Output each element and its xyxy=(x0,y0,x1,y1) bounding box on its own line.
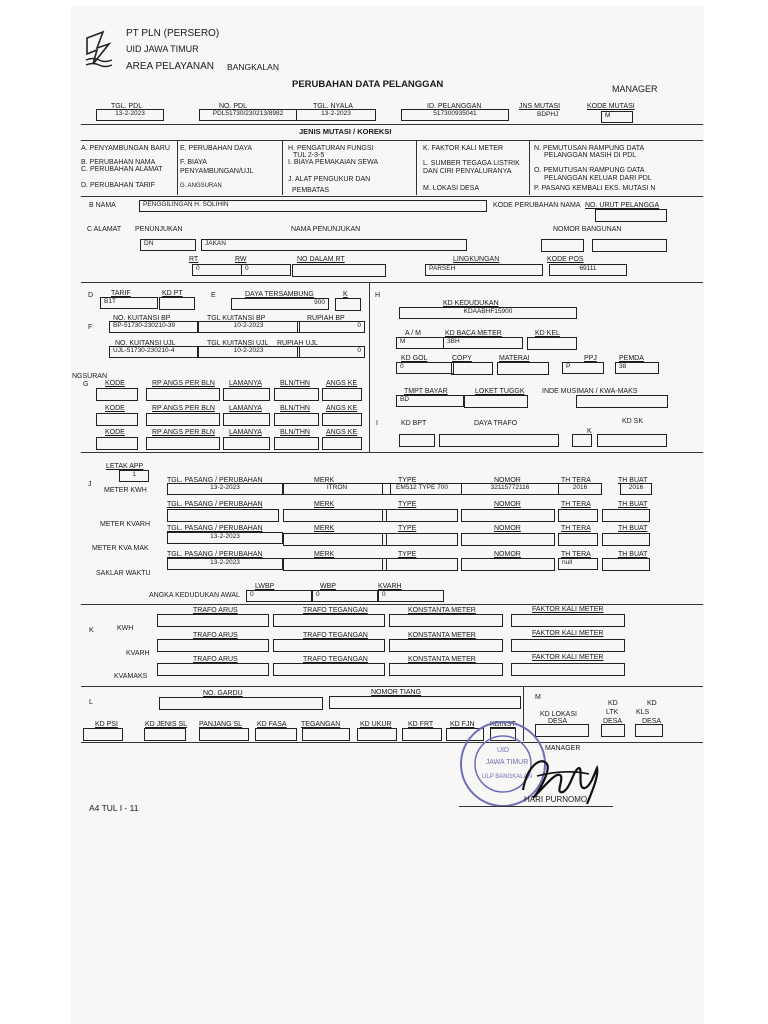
type-saklar-label: TYPE xyxy=(398,551,417,558)
kd-fasa-field[interactable] xyxy=(255,728,297,741)
angs-kode-2[interactable] xyxy=(96,413,138,426)
mutasi-p: P. PASANG KEMBALI EKS. MUTASI N xyxy=(534,185,656,192)
mutasi-c: C. PERUBAHAN ALAMAT xyxy=(81,166,163,173)
no-gardu-field[interactable] xyxy=(159,697,323,710)
meter-kwh-tgl[interactable]: 13-2-2023 xyxy=(167,483,283,495)
mutasi-m: M. LOKASI DESA xyxy=(423,185,480,192)
mutasi-n: N. PEMUTUSAN RAMPUNG DATA xyxy=(534,145,645,152)
no-urut-field[interactable] xyxy=(595,209,667,222)
angs-blnthn-1[interactable] xyxy=(274,388,319,401)
rt-field[interactable]: 0 xyxy=(192,264,242,276)
merk-kvamak-label: MERK xyxy=(314,525,335,532)
meter-kvarh-nomor[interactable] xyxy=(461,509,555,522)
nomor-tiang-label: NOMOR TIANG xyxy=(371,689,422,696)
meter-kvarh-buat[interactable] xyxy=(602,509,650,522)
sign-name: HARI PURNOMO xyxy=(524,795,588,804)
no-kuitansi-bp-label: NO. KUITANSI BP xyxy=(113,315,171,322)
tgl-kuitansi-ujl-field[interactable]: 10-2-2023 xyxy=(197,346,300,358)
ppj-field[interactable]: P xyxy=(562,362,604,374)
angs-rp-1[interactable] xyxy=(146,388,220,401)
stamp-text-ulp: ULP BANGKALAN xyxy=(482,774,532,780)
section-g-letter: G xyxy=(83,381,89,388)
mutasi-g: G. ANGSURAN xyxy=(180,183,222,189)
kd-pt-field[interactable] xyxy=(159,297,195,310)
materai-label: MATERAI xyxy=(499,355,530,362)
tgl-nyala-label: TGL. NYALA xyxy=(313,103,353,110)
type-kwh-label: TYPE xyxy=(398,477,417,484)
merk-kvarh-label: MERK xyxy=(314,501,335,508)
section-m-letter: M xyxy=(535,694,541,701)
loket-field[interactable] xyxy=(464,395,528,408)
saklar-buat[interactable] xyxy=(602,558,650,571)
rw-label: RW xyxy=(235,256,247,263)
mutasi-o2: PELANGGAN KELUAR DARI PDL xyxy=(544,175,652,182)
tmpt-bayar-label: TMPT BAYAR xyxy=(404,388,448,395)
mutasi-j: J. ALAT PENGUKUR DAN xyxy=(288,176,371,183)
angs-blnthn-3-label: BLN/THN xyxy=(280,429,310,436)
meter-kwh-type[interactable]: EM512 TYPE 700 xyxy=(382,483,462,495)
trafo-tegangan-2-label: TRAFO TEGANGAN xyxy=(303,632,368,639)
mutasi-h: H. PENGATURAN FUNGSI xyxy=(288,145,374,152)
trafo-arus-3-label: TRAFO ARUS xyxy=(193,656,238,663)
saklar-waktu-label: SAKLAR WAKTU xyxy=(96,570,151,577)
kvarh-awal-field[interactable]: 0 xyxy=(378,590,444,602)
kd-kedudukan-field[interactable]: KDAABHF15900 xyxy=(399,307,577,319)
nama-field[interactable]: PENGGILINGAN H. SOLIHIN xyxy=(139,200,487,212)
kd-kls-field[interactable] xyxy=(635,724,663,737)
nomor-kwh-label: NOMOR xyxy=(494,477,521,484)
kd-bpt-field[interactable] xyxy=(399,434,435,447)
faktor-kvamaks[interactable] xyxy=(511,663,625,676)
mutasi-l: L. SUMBER TEGAGA LISTRIK xyxy=(423,160,520,167)
meter-kvamak-merk[interactable] xyxy=(283,533,387,546)
angs-lama-1[interactable] xyxy=(223,388,270,401)
kd-lokasi-label: KD LOKASI xyxy=(540,711,577,718)
meter-kvamak-type[interactable] xyxy=(382,533,458,546)
kd-bpt-label: KD BPT xyxy=(401,420,427,427)
kd-kel-label: KD KEL xyxy=(535,330,560,337)
tgl-pdl-label: TGL. PDL xyxy=(111,103,143,110)
kvarh-awal-label: KVARH xyxy=(378,583,402,590)
daya-field[interactable]: 900 xyxy=(231,298,329,310)
id-pelanggan-label: ID. PELANGGAN xyxy=(427,103,482,110)
wbp-field[interactable]: 0 xyxy=(312,590,378,602)
tegangan-field[interactable] xyxy=(302,728,350,741)
meter-kvarh-tera[interactable] xyxy=(558,509,598,522)
kd-sk-field-2[interactable] xyxy=(597,434,667,447)
angs-kode-1-label: KODE xyxy=(105,380,125,387)
kwh-label: KWH xyxy=(117,625,134,632)
meter-kwh-tera[interactable]: 2016 xyxy=(558,483,602,495)
type-kvamak-label: TYPE xyxy=(398,525,417,532)
kd-pt-label: KD PT xyxy=(162,290,183,297)
trafo-arus-kwh[interactable] xyxy=(157,614,269,627)
lwbp-field[interactable]: 0 xyxy=(246,590,312,602)
angs-ke-3[interactable] xyxy=(322,437,362,450)
lingkungan-field[interactable]: PARSEH xyxy=(425,264,543,276)
saklar-tgl[interactable]: 13-2-2023 xyxy=(167,558,283,570)
mutasi-d: D. PERUBAHAN TARIF xyxy=(81,182,156,189)
rupiah-ujl-label: RUPIAH UJL xyxy=(277,340,318,347)
mutasi-l2: DAN CIRI PENYALURANYA xyxy=(423,168,512,175)
inde-musiman-label: INDE MUSIMAN / KWA-MAKS xyxy=(542,388,638,395)
section-i-letter: I xyxy=(376,420,378,427)
jns-mutasi-label: JNS MUTASI xyxy=(519,103,561,110)
daya-trafo-field[interactable] xyxy=(439,434,559,447)
rupiah-ujl-field[interactable]: 0 xyxy=(297,346,365,358)
no-dalam-rt-label: NO DALAM RT xyxy=(297,256,345,263)
mutasi-e: E. PERUBAHAN DAYA xyxy=(180,145,253,152)
stamp-text-jatim: JAWA TIMUR xyxy=(485,759,529,766)
kd-ltk-label-3: DESA xyxy=(603,718,623,725)
kode-mutasi-label: KODE MUTASI xyxy=(587,103,635,110)
kd-ukur-label: KD UKUR xyxy=(360,721,392,728)
k-label: K xyxy=(343,291,348,298)
section-f-letter: F xyxy=(88,324,93,331)
kd-ltk-label-1: KD xyxy=(608,700,618,707)
th-tera-kvarh-label: TH TERA xyxy=(561,501,591,508)
faktor-1-label: FAKTOR KALI METER xyxy=(532,606,604,613)
nomor-tiang-field[interactable] xyxy=(329,696,521,709)
k-field[interactable] xyxy=(335,298,361,311)
nomor-kvamak-label: NOMOR xyxy=(494,525,521,532)
tgl-pasang-kvamak-label: TGL. PASANG / PERUBAHAN xyxy=(167,525,263,532)
tgl-pasang-saklar-label: TGL. PASANG / PERUBAHAN xyxy=(167,551,263,558)
pemda-label: PEMDA xyxy=(619,355,644,362)
mutasi-b: B. PERUBAHAN NAMA xyxy=(81,159,156,166)
kd-fasa-label: KD FASA xyxy=(257,721,287,728)
rt-label: RT xyxy=(189,256,199,263)
th-tera-kwh-label: TH TERA xyxy=(561,477,591,484)
jenis-mutasi-title: JENIS MUTASI / KOREKSI xyxy=(299,127,392,136)
meter-kvarh-tgl[interactable] xyxy=(167,509,279,522)
kdinst-label: KDINST xyxy=(490,721,516,728)
trafo-arus-2-label: TRAFO ARUS xyxy=(193,632,238,639)
kd-gol-field[interactable]: 0 xyxy=(396,362,454,374)
section-l-letter: L xyxy=(89,699,93,706)
konstanta-1-label: KONSTANTA METER xyxy=(408,607,476,614)
no-kuitansi-bp-field[interactable]: BP-51730-230210-39 xyxy=(109,321,199,333)
kd-kel-field[interactable] xyxy=(527,337,577,350)
ppj-label: PPJ xyxy=(584,355,597,362)
faktor-kvarh[interactable] xyxy=(511,639,625,652)
tgl-pasang-kwh-label: TGL. PASANG / PERUBAHAN xyxy=(167,477,263,484)
unit-name: UID JAWA TIMUR xyxy=(126,44,199,54)
kvarh-label: KVARH xyxy=(126,650,150,657)
faktor-2-label: FAKTOR KALI METER xyxy=(532,630,604,637)
kd-kls-label-2: KLS xyxy=(636,709,650,716)
copy-field[interactable] xyxy=(451,362,493,375)
kd-sk-k-label: K xyxy=(587,428,592,435)
konstanta-kwh[interactable] xyxy=(389,614,503,627)
tegangan-label: TEGANGAN xyxy=(301,721,341,728)
kd-baca-meter-field[interactable]: 3BH xyxy=(443,337,523,349)
angs-kode-1[interactable] xyxy=(96,388,138,401)
no-urut-label: NO. URUT PELANGGA xyxy=(585,202,660,209)
lwbp-label: LWBP xyxy=(255,583,275,590)
meter-kvarh-type[interactable] xyxy=(382,509,458,522)
kd-gol-label: KD GOL xyxy=(401,355,428,362)
kd-kls-label-1: KD xyxy=(647,700,657,707)
trafo-tegangan-1-label: TRAFO TEGANGAN xyxy=(303,607,368,614)
kd-ukur-field[interactable] xyxy=(357,728,397,741)
angs-rp-2[interactable] xyxy=(146,413,220,426)
mutasi-f2: PENYAMBUNGAN/UJL xyxy=(180,168,254,175)
trafo-arus-kvamaks[interactable] xyxy=(157,663,269,676)
angs-ke-1[interactable] xyxy=(322,388,362,401)
panjang-sl-field[interactable] xyxy=(199,728,249,741)
angs-kode-3-label: KODE xyxy=(105,429,125,436)
trafo-tegangan-kvamaks[interactable] xyxy=(273,663,385,676)
angs-lama-2-label: LAMANYA xyxy=(229,405,262,412)
section-d-letter: D xyxy=(88,292,94,299)
trafo-tegangan-kvarh[interactable] xyxy=(273,639,385,652)
kvamaks-label: KVAMAKS xyxy=(114,673,148,680)
nomor-saklar-label: NOMOR xyxy=(494,551,521,558)
trafo-tegangan-3-label: TRAFO TEGANGAN xyxy=(303,656,368,663)
kd-sk-label: KD SK xyxy=(622,418,644,425)
kd-psi-label: KD PSI xyxy=(95,721,118,728)
kd-psi-field[interactable] xyxy=(83,728,123,741)
tgl-nyala-field[interactable]: 13-2-2023 xyxy=(296,109,376,121)
meter-kwh-nomor[interactable]: 32115772116 xyxy=(461,483,559,495)
konstanta-3-label: KONSTANTA METER xyxy=(408,656,476,663)
saklar-type[interactable] xyxy=(382,558,458,571)
form-title: PERUBAHAN DATA PELANGGAN xyxy=(292,79,444,90)
section-j-letter: J xyxy=(88,481,92,488)
saklar-tera[interactable]: null xyxy=(558,558,598,570)
angs-lama-3-label: LAMANYA xyxy=(229,429,262,436)
nomor-kvarh-label: NOMOR xyxy=(494,501,521,508)
angs-blnthn-1-label: BLN/THN xyxy=(280,380,310,387)
tarif-field[interactable]: B1T xyxy=(100,297,158,309)
id-pelanggan-field[interactable]: 517300935041 xyxy=(401,109,509,121)
angs-ke-1-label: ANGS KE xyxy=(326,380,358,387)
tgl-pdl-field[interactable]: 13-2-2023 xyxy=(96,109,164,121)
meter-kwh-merk[interactable]: ITRON xyxy=(283,483,391,495)
faktor-kwh[interactable] xyxy=(511,614,625,627)
kd-baca-meter-label: KD BACA METER xyxy=(445,330,502,337)
kode-perubahan-nama-label: KODE PERUBAHAN NAMA xyxy=(493,202,581,209)
am-label: A / M xyxy=(405,330,421,337)
kd-ltk-field[interactable] xyxy=(601,724,625,737)
tmpt-bayar-field[interactable]: BD xyxy=(396,395,464,407)
angs-rp-2-label: RP ANGS PER BLN xyxy=(152,405,215,412)
angka-kedudukan-label: ANGKA KEDUDUKAN AWAL xyxy=(149,592,240,599)
penunjukan-label: PENUNJUKAN xyxy=(135,226,183,233)
th-tera-kvamak-label: TH TERA xyxy=(561,525,591,532)
konstanta-kvarh[interactable] xyxy=(389,639,503,652)
footer-code: A4 TUL I - 11 xyxy=(89,803,139,813)
rw-field[interactable]: 0 xyxy=(241,264,291,276)
angs-ke-2-label: ANGS KE xyxy=(326,405,358,412)
kd-jenis-sl-label: KD JENIS SL xyxy=(145,721,188,728)
stamp-text-uid: UID xyxy=(496,747,510,754)
area-name: BANGKALAN xyxy=(227,62,279,72)
pemda-field[interactable]: 38 xyxy=(615,362,659,374)
no-kuitansi-ujl-field[interactable]: UJL-51730-230210-4 xyxy=(109,346,199,358)
th-buat-kvarh-label: TH BUAT xyxy=(618,501,648,508)
mutasi-o: O. PEMUTUSAN RAMPUNG DATA xyxy=(534,167,645,174)
meter-kwh-label: METER KWH xyxy=(104,487,147,494)
kd-jenis-sl-field[interactable] xyxy=(144,728,186,741)
mutasi-i: I. BIAYA PEMAKAIAN SEWA xyxy=(288,159,379,166)
kd-kedudukan-label: KD KEDUDUKAN xyxy=(443,300,499,307)
no-kuitansi-ujl-label: NO. KUITANSI UJL xyxy=(115,340,176,347)
mutasi-j2: PEMBATAS xyxy=(292,187,330,194)
merk-kwh-label: MERK xyxy=(314,477,335,484)
konstanta-2-label: KONSTANTA METER xyxy=(408,632,476,639)
konstanta-kvamaks[interactable] xyxy=(389,663,503,676)
angs-ke-3-label: ANGS KE xyxy=(326,429,358,436)
meter-kvarh-label: METER KVARH xyxy=(100,521,151,528)
th-buat-saklar-label: TH BUAT xyxy=(618,551,648,558)
nomor-bangunan-field-1[interactable] xyxy=(541,239,584,252)
meter-kvamak-buat[interactable] xyxy=(602,533,650,546)
section-e-letter: E xyxy=(211,292,216,299)
angs-kode-2-label: KODE xyxy=(105,405,125,412)
nama-label: B NAMA xyxy=(89,202,116,209)
angs-blnthn-3[interactable] xyxy=(274,437,319,450)
wbp-label: WBP xyxy=(320,583,336,590)
panjang-sl-label: PANJANG SL xyxy=(199,721,243,728)
trafo-arus-1-label: TRAFO ARUS xyxy=(193,607,238,614)
copy-label: COPY xyxy=(452,355,472,362)
letak-app-label: LETAK APP xyxy=(106,463,144,470)
no-gardu-label: NO. GARDU xyxy=(203,690,243,697)
tgl-kuitansi-bp-label: TGL KUITANSI BP xyxy=(207,315,266,322)
kode-mutasi-field[interactable]: M xyxy=(601,111,633,123)
angs-ke-2[interactable] xyxy=(322,413,362,426)
alamat-label: C ALAMAT xyxy=(87,226,122,233)
meter-kwh-buat[interactable]: 2016 xyxy=(620,483,652,495)
mutasi-n2: PELANGGAN MASIH DI PDL xyxy=(544,152,637,159)
mutasi-h2: TUL 2-3-5 xyxy=(293,152,325,159)
meter-kvamak-tera[interactable] xyxy=(558,533,598,546)
meter-kvarh-tgl-value[interactable]: 13-2-2023 xyxy=(167,532,283,544)
mutasi-k: K. FAKTOR KALI METER xyxy=(423,145,504,152)
angs-rp-3-label: RP ANGS PER BLN xyxy=(152,429,215,436)
kode-pos-label: KODE POS xyxy=(547,256,584,263)
manager-label: MANAGER xyxy=(612,84,658,94)
kd-lokasi-desa-label: DESA xyxy=(548,718,568,725)
materai-field[interactable] xyxy=(497,362,549,375)
merk-saklar-label: MERK xyxy=(314,551,335,558)
rupiah-bp-field[interactable]: 0 xyxy=(297,321,365,333)
tgl-kuitansi-bp-field[interactable]: 10-2-2023 xyxy=(197,321,300,333)
lingkungan-label: LINGKUNGAN xyxy=(453,256,500,263)
kd-ltk-label-2: LTK xyxy=(606,709,619,716)
loket-label: LOKET TUGGK xyxy=(475,388,525,395)
no-pdl-label: NO. PDL xyxy=(219,103,248,110)
angs-lama-2[interactable] xyxy=(223,413,270,426)
inde-musiman-field[interactable] xyxy=(576,395,668,408)
angs-rp-1-label: RP ANGS PER BLN xyxy=(152,380,215,387)
letak-app-field[interactable]: 1 xyxy=(119,470,149,482)
th-buat-kvamak-label: TH BUAT xyxy=(618,525,648,532)
company-name: PT PLN (PERSERO) xyxy=(126,28,220,39)
kd-kls-label-3: DESA xyxy=(642,718,662,725)
saklar-nomor[interactable] xyxy=(461,558,555,571)
nomor-bangunan-field-2[interactable] xyxy=(592,239,667,252)
daya-trafo-label: DAYA TRAFO xyxy=(474,420,518,427)
trafo-arus-kvarh[interactable] xyxy=(157,639,269,652)
angsuran-label: NGSURAN xyxy=(72,373,108,380)
angs-rp-3[interactable] xyxy=(146,437,220,450)
mutasi-f: F. BIAYA xyxy=(180,159,207,166)
form-sheet xyxy=(71,6,704,1024)
tgl-pasang-kvarh-label: TGL. PASANG / PERUBAHAN xyxy=(167,501,263,508)
kd-frt-field[interactable] xyxy=(402,728,442,741)
daya-tersambung-label: DAYA TERSAMBUNG xyxy=(245,291,314,298)
meter-kvamak-nomor[interactable] xyxy=(461,533,555,546)
rupiah-bp-label: RUPIAH BP xyxy=(307,315,345,322)
kd-frt-label: KD FRT xyxy=(408,721,434,728)
meter-kva-mak-label: METER KVA MAK xyxy=(92,545,149,552)
angs-blnthn-2-label: BLN/THN xyxy=(280,405,310,412)
angs-blnthn-2[interactable] xyxy=(274,413,319,426)
section-h-letter: H xyxy=(375,292,381,299)
tgl-kuitansi-ujl-label: TGL KUITANSI UJL xyxy=(207,340,269,347)
faktor-3-label: FAKTOR KALI METER xyxy=(532,654,604,661)
nomor-bangunan-label: NOMOR BANGUNAN xyxy=(553,226,622,233)
th-buat-kwh-label: TH BUAT xyxy=(618,477,648,484)
no-dalam-rt-field[interactable] xyxy=(292,264,386,277)
meter-kvarh-merk[interactable] xyxy=(283,509,387,522)
section-k-letter: K xyxy=(89,627,94,634)
jns-mutasi-field[interactable]: BDPHJ xyxy=(537,111,559,118)
kode-pos-field[interactable]: 69111 xyxy=(549,264,627,276)
angs-lama-3[interactable] xyxy=(223,437,270,450)
tarif-label: TARIF xyxy=(111,290,131,297)
am-field[interactable]: M xyxy=(396,337,444,349)
angs-lama-1-label: LAMANYA xyxy=(229,380,262,387)
area-label: AREA PELAYANAN xyxy=(126,61,214,72)
no-pdl-field[interactable]: PDL51730/230213/8982 xyxy=(199,109,297,121)
mutasi-a: A. PENYAMBUNGAN BARU xyxy=(81,145,170,152)
nama-penunjukan-label: NAMA PENUNJUKAN xyxy=(291,226,361,233)
kd-sk-field-1[interactable] xyxy=(572,434,592,447)
penunjukan-field[interactable]: DN xyxy=(140,239,196,251)
type-kvarh-label: TYPE xyxy=(398,501,417,508)
th-tera-saklar-label: TH TERA xyxy=(561,551,591,558)
trafo-tegangan-kwh[interactable] xyxy=(273,614,385,627)
sign-manager-label: MANAGER xyxy=(545,745,581,752)
kd-fjn-label: KD FJN xyxy=(450,721,475,728)
angs-kode-3[interactable] xyxy=(96,437,138,450)
nama-penunjukan-field[interactable]: JAKAN xyxy=(201,239,467,251)
saklar-merk[interactable] xyxy=(283,558,387,571)
pln-logo-icon xyxy=(83,30,115,72)
